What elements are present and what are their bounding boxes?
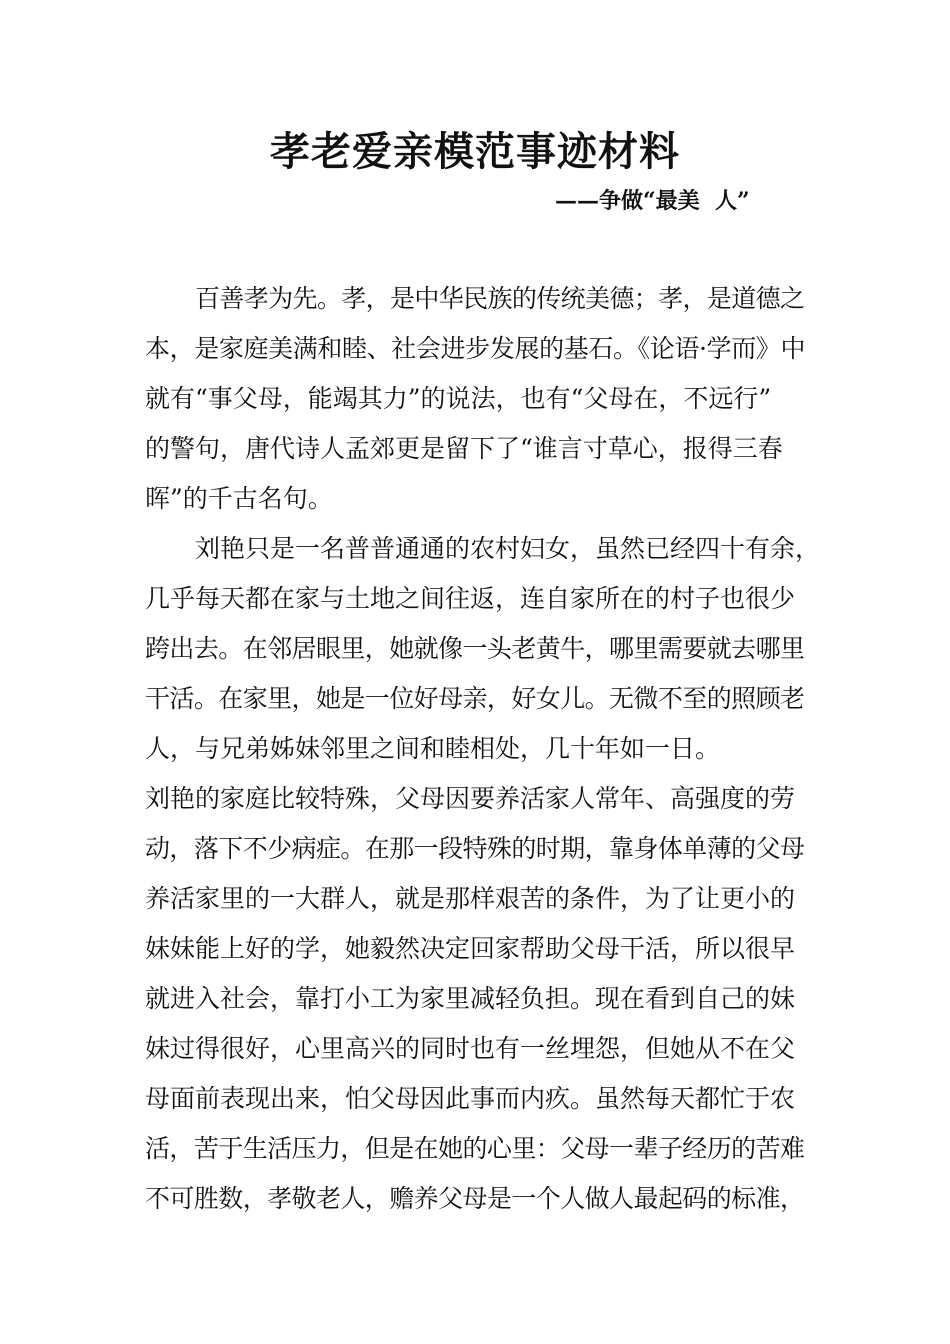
paragraph-line: 几乎每天都在家与土地之间往返，连自家所在的村子也很少 (145, 584, 796, 613)
document-title: 孝老爱亲模范事迹材料 (270, 128, 680, 175)
paragraph-line: 干活。在家里，她是一位好母亲，好女儿。无微不至的照顾老 (145, 684, 805, 713)
paragraph-line: 养活家里的一大群人，就是那样艰苦的条件，为了让更小的 (145, 884, 796, 913)
paragraph-line: 妹过得很好，心里高兴的同时也有一丝埋怨，但她从不在父 (145, 1034, 796, 1063)
paragraph-line: 跨出去。在邻居眼里，她就像一头老黄牛，哪里需要就去哪里 (145, 634, 805, 663)
paragraph-line: 刘艳只是一名普普通通的农村妇女，虽然已经四十有余， (195, 534, 821, 563)
paragraph-line: 人，与兄弟姊妹邻里之间和睦相处，几十年如一日。 (145, 734, 721, 763)
paragraph-line: 妹妹能上好的学，她毅然决定回家帮助父母干活，所以很早 (145, 934, 796, 963)
paragraph-line: 刘艳的家庭比较特殊，父母因要养活家人常年、高强度的劳 (145, 784, 796, 813)
paragraph-line: 本，是家庭美满和睦、社会进步发展的基石。《论语·学而》中 (145, 334, 806, 363)
paragraph-line: 就进入社会，靠打小工为家里减轻负担。现在看到自己的妹 (145, 984, 796, 1013)
paragraph-line: 百善孝为先。孝，是中华民族的传统美德；孝，是道德之 (195, 284, 805, 313)
paragraph-line: 活，苦于生活压力，但是在她的心里：父母一辈子经历的苦难 (145, 1134, 805, 1163)
paragraph-line: 的警句，唐代诗人孟郊更是留下了“谁言寸草心，报得三春 (145, 434, 783, 463)
document-subtitle: ——争做“最美 人” (555, 188, 750, 214)
paragraph-line: 就有“事父母，能竭其力”的说法，也有“父母在，不远行” (145, 384, 772, 413)
paragraph-line: 动，落下不少病症。在那一段特殊的时期，靠身体单薄的父母 (145, 834, 805, 863)
paragraph-line: 母面前表现出来，怕父母因此事而内疚。虽然每天都忙于农 (145, 1084, 796, 1113)
paragraph-line: 晖”的千古名句。 (145, 484, 333, 513)
paragraph-line: 不可胜数，孝敬老人，赡养父母是一个人做人最起码的标准， (145, 1184, 805, 1213)
